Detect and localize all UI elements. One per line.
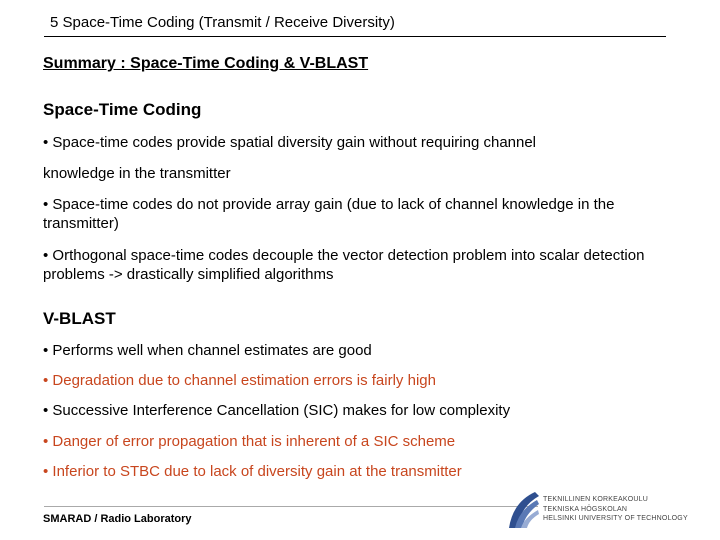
institution-line-3: HELSINKI UNIVERSITY OF TECHNOLOGY (543, 515, 688, 522)
stc-bullet-1b: knowledge in the transmitter (43, 165, 231, 182)
vblast-item-2: • Degradation due to channel estimation errors is fairly high (43, 372, 436, 389)
vblast-item-1: • Performs well when channel estimates are good (43, 342, 372, 359)
slide-header: 5 Space-Time Coding (Transmit / Receive Diversity) (50, 14, 395, 31)
institution-line-1: TEKNILLINEN KORKEAKOULU (543, 496, 648, 503)
stc-heading: Space-Time Coding (43, 100, 202, 119)
footer-lab: SMARAD / Radio Laboratory (43, 513, 192, 525)
stc-bullet-1a: • Space-time codes provide spatial diversity gain without requiring channel (43, 134, 537, 151)
vblast-item-3: • Successive Interference Cancellation (SIC) makes for low complexity (43, 402, 511, 419)
vblast-item-4: • Danger of error propagation that is inherent of a SIC scheme (43, 433, 456, 450)
institution-line-2: TEKNISKA HÖGSKOLAN (543, 505, 628, 513)
vblast-item-5: • Inferior to STBC due to lack of diversity gain at the transmitter (43, 463, 462, 480)
stc-bullet-2: • Space-time codes do not provide array gain (due to lack of channel knowledge in the transmitter) (43, 196, 615, 232)
summary-title: Summary : Space-Time Coding & V-BLAST (43, 55, 369, 72)
header-divider (44, 36, 666, 37)
vblast-heading: V-BLAST (43, 309, 116, 328)
institution-name (543, 495, 688, 524)
stc-bullet-3: • Orthogonal space-time codes decouple the vector detection problem into scalar detection problems -> drastically simplified algorithms (43, 247, 645, 283)
university-logo-icon (505, 488, 543, 532)
footer-divider (44, 506, 538, 507)
